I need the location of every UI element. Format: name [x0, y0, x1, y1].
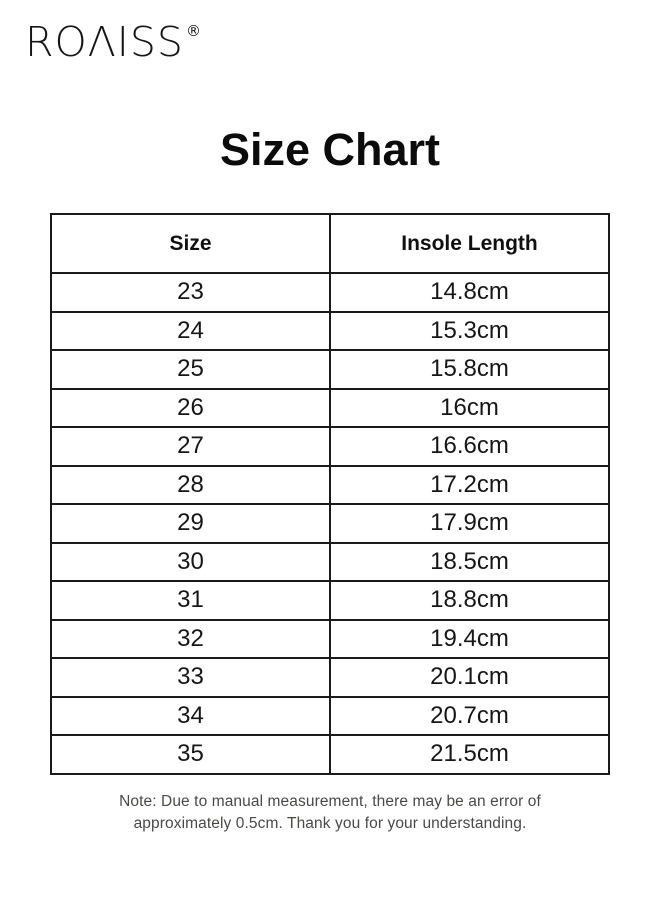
- size-cell: 30: [51, 543, 330, 582]
- table-row: [51, 735, 609, 774]
- size-cell: 26: [51, 389, 330, 428]
- size-cell: 31: [51, 581, 330, 620]
- table-row: [51, 427, 609, 466]
- size-cell: 35: [51, 735, 330, 774]
- size-cell: 23: [51, 273, 330, 312]
- insole-length-cell: 18.5cm: [330, 543, 609, 582]
- page-title: Size Chart: [219, 124, 441, 175]
- table-row: [51, 543, 609, 582]
- measurement-note: [0, 791, 660, 835]
- insole-length-cell: 15.8cm: [330, 350, 609, 389]
- table-row: [51, 581, 609, 620]
- insole-length-cell: 20.7cm: [330, 697, 609, 736]
- table-row: [51, 389, 609, 428]
- size-cell: 27: [51, 427, 330, 466]
- insole-length-cell: 19.4cm: [330, 620, 609, 659]
- size-cell: 24: [51, 312, 330, 351]
- insole-length-cell: 15.3cm: [330, 312, 609, 351]
- column-header-size: Size: [51, 214, 330, 273]
- table-row: [51, 466, 609, 505]
- table-header-row: [51, 214, 609, 273]
- table-row: [51, 658, 609, 697]
- insole-length-cell: 18.8cm: [330, 581, 609, 620]
- insole-length-cell: 17.9cm: [330, 504, 609, 543]
- size-cell: 25: [51, 350, 330, 389]
- size-cell: 33: [51, 658, 330, 697]
- brand-logo-text: ROΛISS: [25, 18, 184, 66]
- size-cell: 34: [51, 697, 330, 736]
- size-cell: 28: [51, 466, 330, 505]
- brand-logo: [25, 18, 201, 66]
- registered-trademark-icon: ®: [185, 22, 201, 40]
- table-row: [51, 312, 609, 351]
- size-cell: 29: [51, 504, 330, 543]
- insole-length-cell: 16.6cm: [330, 427, 609, 466]
- insole-length-cell: 20.1cm: [330, 658, 609, 697]
- note-line-1: Note: Due to manual measurement, there may be an error of: [119, 793, 541, 810]
- insole-length-cell: 14.8cm: [330, 273, 609, 312]
- note-line-2: approximately 0.5cm. Thank you for your understanding.: [133, 815, 527, 832]
- size-chart-table: [50, 213, 610, 775]
- column-header-insole-length: Insole Length: [330, 214, 609, 273]
- table-row: [51, 697, 609, 736]
- insole-length-cell: 16cm: [330, 389, 609, 428]
- insole-length-cell: 17.2cm: [330, 466, 609, 505]
- table-row: [51, 504, 609, 543]
- table-row: [51, 350, 609, 389]
- table-row: [51, 620, 609, 659]
- size-cell: 32: [51, 620, 330, 659]
- table-row: [51, 273, 609, 312]
- insole-length-cell: 21.5cm: [330, 735, 609, 774]
